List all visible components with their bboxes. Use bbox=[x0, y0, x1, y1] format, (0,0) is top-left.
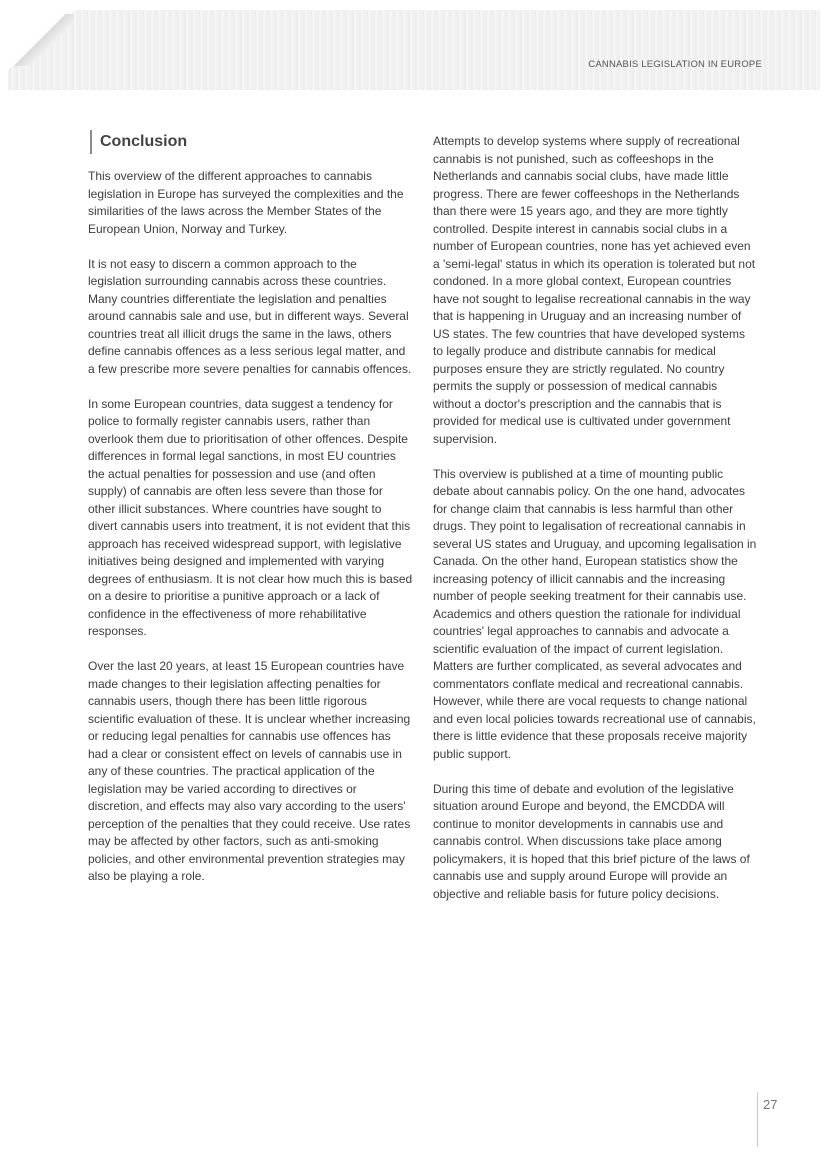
paragraph: This overview of the different approaches to cannabis legislation in Europe has surveyed the complexities and the similarities of the laws across the Member States of the European Union, Norway and Turkey. bbox=[88, 169, 404, 236]
paragraph: It is not easy to discern a common approach to the legislation surrounding cannabis across these countries. Many countries differentiate the legislation and penalties around cannabis sale and use, but in different ways. Several countries treat all illicit drugs the same in the laws, others define cannabis offences as a less serious legal matter, and a few prescribe more severe penalties for cannabis offences. bbox=[88, 256, 412, 376]
paragraph: Attempts to develop systems where supply of recreational cannabis is not punished, such as coffeeshops in the Netherlands and cannabis social clubs, have made little progress. There are fewer coffeeshops in the Netherlands than there were 15 years ago, and they are more tightly controlled. Despite interest in cannabis social clubs in a number of European countries, none has yet achieved even a 'semi-legal' status in which its operation is tolerated but not condoned. In a more global context, European countries have not sought to legalise recreational cannabis in the way that is happening in Uruguay and an increasing number of US states. The few countries that have developed systems to legally produce and distribute cannabis for medical purposes ensure they are strictly regulated. No country permits the supply or possession of medical cannabis without a doctor's prescription and the cannabis that is provided for medical use is cultivated under government supervision. bbox=[433, 134, 756, 446]
paragraph: In some European countries, data suggest a tendency for police to formally register cannabis users, rather than overlook them due to prioritisation of other offences. Despite differences in formal legal sanctions, in most EU countries the actual penalties for possession and use (and often supply) of cannabis are often less severe than those for other illicit substances. Where countries have sought to divert cannabis users into treatment, it is not evident that this approach has received widespread support, with legislative initiatives being designed and implemented with varying degrees of enthusiasm. It is not clear how much this is based on a desire to prioritise a punitive approach or a lack of confidence in the effectiveness of more rehabilitative responses. bbox=[88, 396, 413, 638]
running-header: CANNABIS LEGISLATION IN EUROPE bbox=[588, 59, 762, 70]
page-number: 27 bbox=[763, 1097, 778, 1112]
page-number-rule bbox=[757, 1092, 758, 1147]
left-column bbox=[88, 168, 413, 903]
paragraph: Over the last 20 years, at least 15 European countries have made changes to their legislation affecting penalties for cannabis users, though there has been little rigorous scientific evaluation of these. It is unclear whether increasing or reducing legal penalties for cannabis use offences has had a clear or consistent effect on levels of cannabis use in any of these countries. The practical application of the legislation may be varied according to directives or discretion, and effects may also vary according to the users' perception of the penalties that they could receive. Use rates may be affected by other factors, such as anti-smoking policies, and other environmental prevention strategies may also be playing a role. bbox=[88, 659, 411, 883]
header-band bbox=[8, 10, 820, 90]
paragraph: During this time of debate and evolution of the legislative situation around Europe and beyond, the EMCDDA will continue to monitor developments in cannabis use and cannabis control. When discussions take place among policymakers, it is hoped that this brief picture of the laws of cannabis use and supply around Europe will provide an objective and reliable basis for future policy decisions. bbox=[433, 781, 750, 901]
paragraph: This overview is published at a time of mounting public debate about cannabis policy. On the one hand, advocates for change claim that cannabis is less harmful than other drugs. They point to legalisation of recreational cannabis in several US states and Uruguay, and upcoming legalisation in Canada. On the other hand, European statistics show the increasing potency of illicit cannabis and the increasing number of people seeking treatment for their cannabis use. Academics and others question the rationale for individual countries' legal approaches to cannabis and advocate a scientific evaluation of the impact of current legislation. Matters are further complicated, as several advocates and commentators conflate medical and recreational cannabis. However, while there are vocal requests to change national and even local policies towards recreational use of cannabis, there is little evidence that these proposals receive majority public support. bbox=[433, 466, 757, 761]
right-column bbox=[433, 133, 758, 921]
section-title: Conclusion bbox=[90, 130, 187, 154]
page-corner-fold bbox=[14, 14, 74, 66]
